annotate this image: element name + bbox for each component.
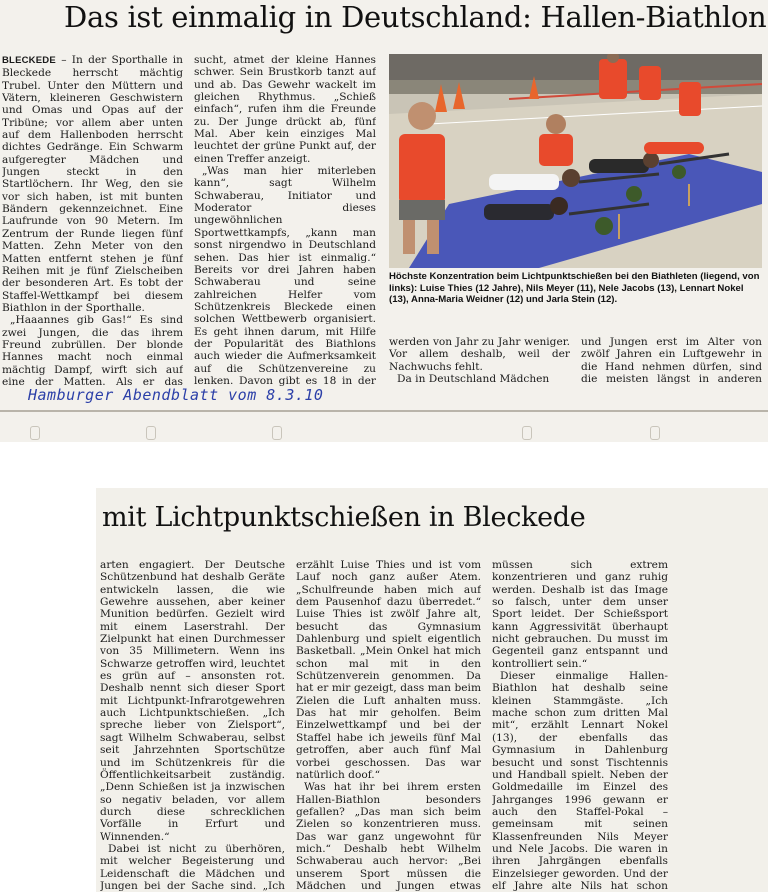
handwritten-source-note: Hamburger Abendblatt vom 8.3.10	[28, 386, 324, 404]
top-column-4	[581, 336, 762, 386]
paragraph: und Jungen erst im Alter von zwölf Jahren ein Luftgewehr in die Hand nehmen dürfen, sind die meisten längst in anderen	[581, 336, 762, 386]
bottom-column-1	[100, 559, 285, 892]
photo-illustration	[389, 54, 762, 268]
paragraph: müssen sich extrem konzentrieren und ganz ruhig werden. Deshalb ist das Image so falsch, unter dem unser Sport leidet. Der Schießsport kann Aggressivität überhaupt nicht gebrauchen. Du musst im Gegenteil ganz entspannt und kontrolliert sein.“	[492, 559, 668, 670]
paragraph: „Was man hier miterleben kann“, sagt Wilhelm Schwaberau, Initiator und Moderator dieses ungewöhnlichen Sportwettkampfs, „kann man sonst nirgendwo in Deutschland sehen. Das hier ist einmalig.“ Bereits vor drei Jahren haben Schwaberau und seine zahlreichen Helfer vom Schützenkreis Bleckede einen solchen Wettbewerb organisiert. Es geht ihnen darum, mit Hilfe der Popularität des Biathlons auch wieder die Aufmerksamkeit auf die Schützenvereine zu lenken. Davon gibt es 18 in der	[194, 165, 376, 386]
bottom-newspaper-clipping	[96, 488, 768, 892]
photo-caption: Höchste Konzentration beim Lichtpunktschießen bei den Biathleten (liegend, von links): Luise Thies (12 Jahre), Nils Meyer (11), Nele Jacobs (13), Lennart Nokel (13), Anna-Maria Weidner (12) und Jarla Stein (12).	[389, 271, 760, 306]
bottom-column-2	[296, 559, 481, 892]
headline-bottom: mit Lichtpunktschießen in Bleckede	[102, 502, 586, 533]
binder-mark	[272, 426, 282, 440]
binder-mark	[650, 426, 660, 440]
dateline: BLECKEDE	[2, 55, 56, 66]
paragraph: Da in Deutschland Mädchen	[397, 373, 550, 386]
headline-top: Das ist einmalig in Deutschland: Hallen-Biathlon	[64, 0, 767, 34]
binder-mark	[146, 426, 156, 440]
binder-mark	[522, 426, 532, 440]
paragraph: Dabei ist nicht zu überhören, mit welcher Begeisterung und Leidenschaft die Mädchen und Jungen bei der Sache sind. „Ich	[100, 842, 285, 892]
bottom-column-3	[492, 559, 668, 892]
top-column-2	[194, 54, 376, 386]
paragraph: sucht, atmet der kleine Hannes schwer. Sein Brustkorb tanzt auf und ab. Das Gewehr wackelt im gleichen Rhythmus. „Schieß einfach“, rufen ihm die Freunde zu. Der Junge drückt ab, fünf Mal. Aber kein einziges Mal leuchtet der grüne Punkt auf, der einen Treffer anzeigt.	[194, 54, 376, 165]
paragraph: Dieser einmalige Hallen-Biathlon hat deshalb seine kleinen Stammgäste. „Ich mache schon zum dritten Mal mit“, erzählt Lennart Nokel (13), der ebenfalls das Gymnasium in Dahlenburg besucht und sonst Tischtennis und Handball spielt. Neben der Goldmedaille im Einzel des Jahrganges 1996 gewann er auch den Staffel-Pokal – gemeinsam mit seinen Klassenfreunden Nils Meyer und Nele Jacobs. Die waren in ihren Jahrgängen ebenfalls Einzelsieger geworden. Und der elf Jahre alte Nils hat schon	[492, 670, 668, 892]
paragraph: arten engagiert. Der Deutsche Schützenbund hat deshalb Geräte entwickeln lassen, die wie Gewehre aussehen, aber keiner Munition bedürfen. Gezielt wird mit einem Laserstrahl. Der Zielpunkt hat einen Durchmesser von 35 Millimetern. Wenn ins Schwarze getroffen wird, leuchtet es grün auf – ansonsten rot. Deshalb nennt sich dieser Sport mit Lichtpunkt-Infrarotgewehren auch Lichtpunktschießen. „Ich spreche lieber von Zielsport“, sagt Wilhelm Schwaberau, selbst seit Jahrzehnten Sportschütze und im Schützenkreis für die Öffentlichkeitsarbeit zuständig. „Denn Schießen ist ja inzwischen so negativ beladen, vor allem durch diese schrecklichen Vorfälle in Erfurt und Winnenden.“	[100, 559, 285, 843]
top-newspaper-clipping	[0, 0, 768, 442]
paragraph: Was hat ihr bei ihrem ersten Hallen-Biathlon besonders gefallen? „Das man sich beim Zielen so konzentrieren muss. Das war ganz ungewohnt für mich.“ Deshalb hebt Wilhelm Schwaberau auch hervor: „Bei unserem Sport müssen die Mädchen und Jungen etwas	[296, 781, 481, 892]
paragraph: erzählt Luise Thies und ist vom Lauf noch ganz außer Atem. „Schulfreunde haben mich auf dem Pausenhof dazu überredet.“ Luise Thies ist zwölf Jahre alt, besucht das Gymnasium Dahlenburg und spielt eigentlich Basketball. „Mein Onkel hat mich schon mal mit in den Schützenverein genommen. Da hat er mir gezeigt, dass man beim Zielen die Luft anhalten muss. Das hat mir geholfen. Beim Einzelwettkampf und bei der Staffel habe ich jeweils fünf Mal getroffen, aber auch fünf Mal vorbei geschossen. Das war natürlich doof.“	[296, 559, 481, 781]
binder-mark	[30, 426, 40, 440]
paragraph: werden von Jahr zu Jahr weniger. Vor allem deshalb, weil der Nachwuchs fehlt.	[389, 336, 570, 373]
top-column-1	[2, 54, 183, 386]
paragraph: „Haaannes gib Gas!“ Es sind zwei Jungen, die das ihrem Freund zubrüllen. Der blonde Hannes macht noch einmal mächtig Dampf, wirft sich auf eine der Matten. Als er das	[2, 314, 183, 386]
paragraph: – In der Sporthalle in Bleckede herrscht mächtig Trubel. Unter den Müttern und Vätern, kleineren Geschwistern und Omas und Opas auf der Tribüne; vor allem aber unten auf dem Hallenboden herrscht dichtes Gedränge. Ein Schwarm aufgeregter Mädchen und Jungen steckt in den Startlöchern. Ihr Weg, den sie vor sich haben, ist mit bunten Bändern gekennzeichnet. Eine Laufrunde von 90 Metern. Im Zentrum der Runde liegen fünf Matten. Zehn Meter von den Matten entfernt stehen je fünf Reihen mit je fünf Zielscheiben der besonderen Art. Es tobt der Staffel-Wettkampf bei diesem Biathlon in der Sporthalle.	[2, 54, 183, 314]
divider	[0, 410, 768, 412]
top-column-3	[389, 336, 570, 386]
biathlon-photo	[389, 54, 762, 268]
